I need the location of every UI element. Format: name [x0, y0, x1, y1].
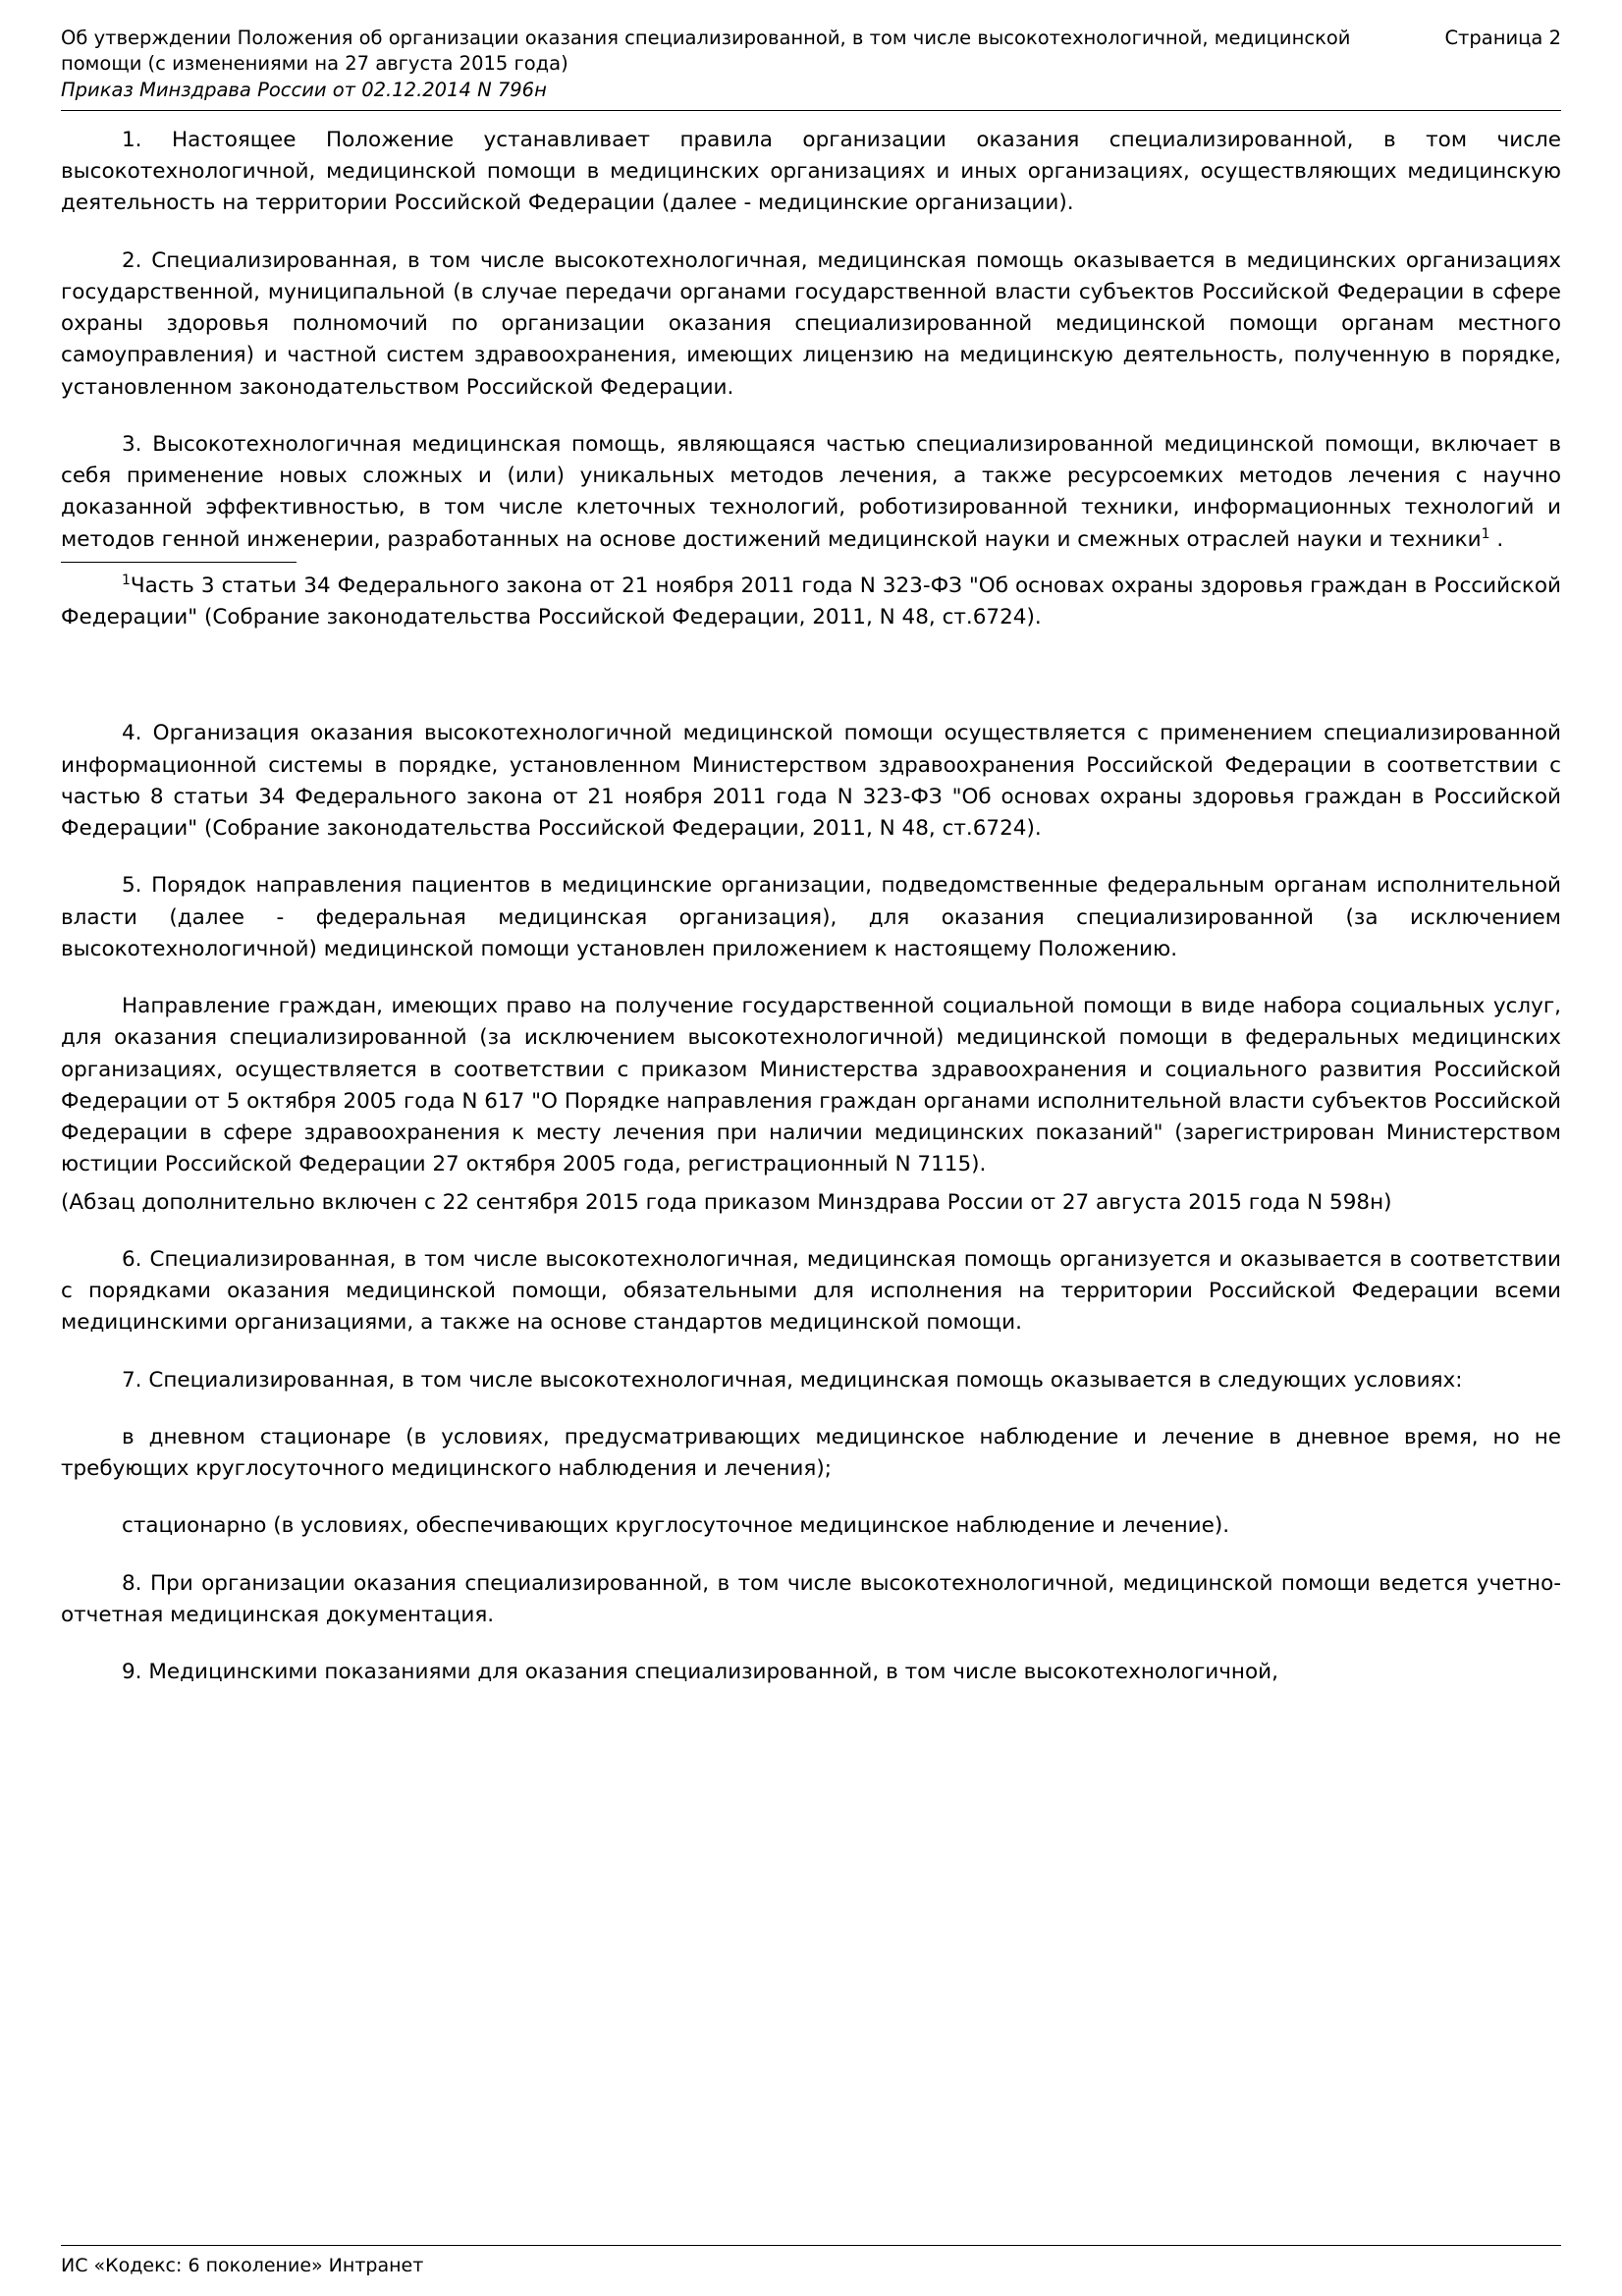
- paragraph-3-tail: .: [1489, 526, 1504, 552]
- paragraph-3-text: 3. Высокотехнологичная медицинская помощь, являющаяся частью специализированной медицинской помощи, включает в себя применение новых сложных и (или) уникальных методов лечения, а также ресурсоемких методов лечения с научно доказанной эффективностью, в том числе клеточных технологий, роботизированной техники, информационных технологий и методов генной инженерии, разработанных на основе достижений медицинской науки и смежных отраслей науки и техники: [61, 431, 1561, 552]
- paragraph-12: 8. При организации оказания специализированной, в том числе высокотехнологичной, медицинской помощи ведется учетно-отчетная медицинская документация.: [61, 1570, 1561, 1627]
- footnote-divider: [61, 562, 297, 563]
- paragraph-8: 6. Специализированная, в том числе высокотехнологичная, медицинская помощь организуется и оказывается в соответствии с порядками оказания медицинской помощи, обязательными для исполнения на территории Российской Федерации всеми медицинскими организациями, а также на основе стандартов медицинской помощи.: [61, 1246, 1561, 1336]
- footnote-block: [61, 562, 1561, 634]
- paragraph-2: 2. Специализированная, в том числе высокотехнологичная, медицинская помощь оказывается в медицинских организациях государственной, муниципальной (в случае передачи органами государственной власти субъектов Российской Федерации в сфере охраны здоровья полномочий по организации оказания специализированной медицинской помощи органам местного самоуправления) и частной систем здравоохранения, имеющих лицензию на медицинскую деятельность, полученную в порядке, установленном законодательством Российской Федерации.: [61, 247, 1561, 400]
- footnote-ref: 1: [1481, 525, 1490, 542]
- paragraph-6: Направление граждан, имеющих право на получение государственной социальной помощи в виде набора социальных услуг, для оказания специализированной (за исключением высокотехнологичной) медицинской помощи в федеральных медицинских организациях, осуществляется в соответствии с приказом Министерства здравоохранения и социального развития Российской Федерации от 5 октября 2005 года N 617 "О Порядке направления граждан органами исполнительной власти субъектов Российской Федерации в сфере здравоохранения к месту лечения при наличии медицинских показаний" (зарегистрирован Министерством юстиции Российской Федерации 27 октября 2005 года, регистрационный N 7115).: [61, 994, 1561, 1177]
- document-title: Об утверждении Положения об организации оказания специализированной, в том числе высокотехнологичной, медицинской помощи (с изменениями на 27 августа 2015 года): [61, 27, 1351, 75]
- page-number: Страница 2: [1444, 27, 1561, 49]
- footer-source: ИС «Кодекс: 6 поколение» Интранет: [61, 2255, 424, 2277]
- paragraph-1: 1. Настоящее Положение устанавливает правила организации оказания специализированной, в том числе высокотехнологичной, медицинской помощи в медицинских организациях и иных организациях, осуществляющих медицинскую деятельность на территории Российской Федерации (далее - медицинские организации).: [61, 127, 1561, 216]
- paragraph-9: 7. Специализированная, в том числе высокотехнологичная, медицинская помощь оказывается в следующих условиях:: [122, 1367, 1463, 1393]
- document-body: [61, 111, 1561, 1689]
- page-footer: [61, 2245, 1561, 2278]
- paragraph-7-amendment-note: (Абзац дополнительно включен с 22 сентября 2015 года приказом Минздрава России от 27 августа 2015 года N 598н): [61, 1189, 1392, 1215]
- paragraph-11: стационарно (в условиях, обеспечивающих круглосуточное медицинское наблюдение и лечение).: [122, 1513, 1230, 1539]
- footer-divider: [61, 2245, 1561, 2246]
- footnote-text: Часть 3 статьи 34 Федерального закона от 21 ноября 2011 года N 323-ФЗ "Об основах охраны здоровья граждан в Российской Федерации" (Собрание законодательства Российской Федерации, 2011, N 48, ст.6724).: [61, 573, 1561, 630]
- paragraph-5: 5. Порядок направления пациентов в медицинские организации, подведомственные федеральным органам исполнительной власти (далее - федеральная медицинская организация), для оказания специализированной (за исключением высокотехнологичной) медицинской помощи установлен приложением к настоящему Положению.: [61, 873, 1561, 961]
- paragraph-13: 9. Медицинскими показаниями для оказания специализированной, в том числе высокотехнологичной,: [122, 1660, 1278, 1685]
- paragraph-4: 4. Организация оказания высокотехнологичной медицинской помощи осуществляется с применением специализированной информационной системы в порядке, установленном Министерством здравоохранения Российской Федерации в соответствии с частью 8 статьи 34 Федерального закона от 21 ноября 2011 года N 323-ФЗ "Об основах охраны здоровья граждан в Российской Федерации" (Собрание законодательства Российской Федерации, 2011, N 48, ст.6724).: [61, 721, 1561, 842]
- page-header: [61, 26, 1561, 104]
- section-spacer: [61, 633, 1561, 718]
- paragraph-10: в дневном стационаре (в условиях, предусматривающих медицинское наблюдение и лечение в дневное время, но не требующих круглосуточного медицинского наблюдения и лечения);: [61, 1424, 1561, 1482]
- header-left: [61, 26, 1396, 104]
- footnote-1: [61, 571, 1561, 634]
- footnote-number: 1: [122, 572, 131, 588]
- paragraph-3: [61, 429, 1561, 556]
- document-subtitle: Приказ Минздрава России от 02.12.2014 N 796н: [61, 79, 547, 102]
